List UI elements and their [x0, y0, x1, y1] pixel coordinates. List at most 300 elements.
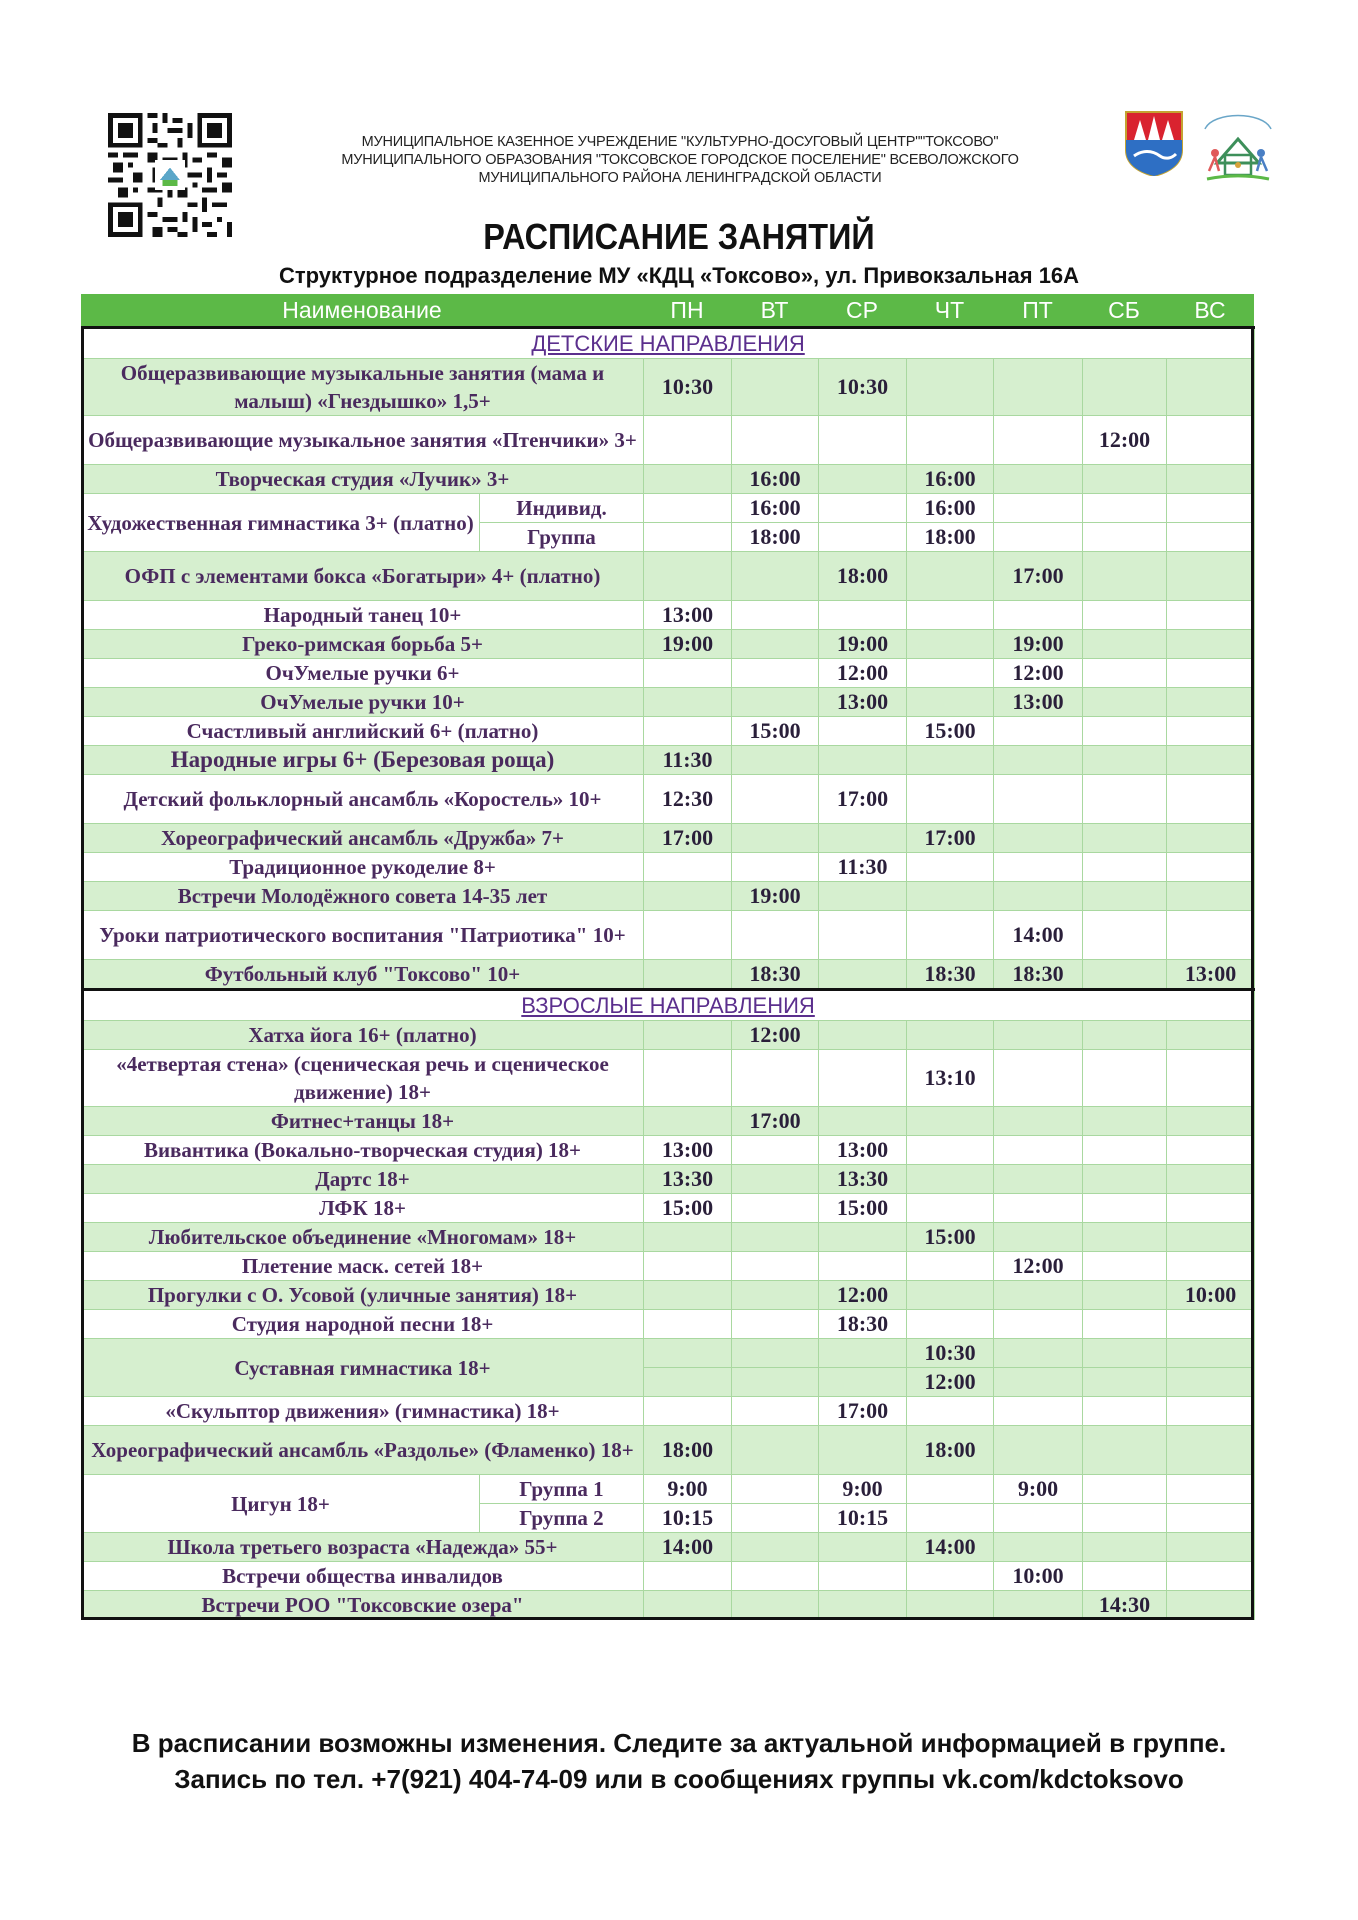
- time-cell: 9:00: [819, 1475, 907, 1504]
- time-cell: [1167, 1165, 1255, 1194]
- column-header-name: Наименование: [282, 297, 442, 323]
- time-cell: [644, 911, 732, 960]
- table-row: [82, 552, 1255, 601]
- time-cell: [644, 688, 732, 717]
- group-label: Группа 1: [480, 1475, 644, 1504]
- time-cell: [1167, 1475, 1255, 1504]
- activity-name: «Скульптор движения» (гимнастика) 18+: [82, 1397, 644, 1426]
- time-cell: [994, 1165, 1083, 1194]
- activity-name: Фитнес+танцы 18+: [82, 1107, 644, 1136]
- time-cell: [1083, 1223, 1167, 1252]
- activity-name: ОчУмелые ручки 6+: [82, 659, 644, 688]
- time-cell: [907, 1136, 994, 1165]
- time-cell: [819, 1223, 907, 1252]
- time-cell: [994, 882, 1083, 911]
- table-row: [82, 465, 1255, 494]
- time-cell: [1083, 1504, 1167, 1533]
- activity-name: Художественная гимнастика 3+ (платно): [82, 494, 480, 552]
- activity-name: Студия народной песни 18+: [82, 1310, 644, 1339]
- table-row: [82, 746, 1255, 775]
- time-cell: [907, 882, 994, 911]
- table-row: [82, 1339, 1255, 1368]
- table-row: [82, 630, 1255, 659]
- time-cell: [907, 746, 994, 775]
- time-cell: [907, 1281, 994, 1310]
- table-row: [82, 494, 1255, 523]
- time-cell: [819, 824, 907, 853]
- activity-name: Школа третьего возраста «Надежда» 55+: [82, 1533, 644, 1562]
- time-cell: [644, 1223, 732, 1252]
- time-cell: 17:00: [644, 824, 732, 853]
- time-cell: [1167, 1397, 1255, 1426]
- time-cell: [644, 882, 732, 911]
- time-cell: [732, 1223, 819, 1252]
- time-cell: 18:30: [732, 960, 819, 990]
- time-cell: [1083, 688, 1167, 717]
- time-cell: [1167, 1591, 1255, 1620]
- table-row: [82, 824, 1255, 853]
- kdc-toksovo-logo: [1197, 107, 1279, 185]
- time-cell: [1083, 1397, 1167, 1426]
- time-cell: [819, 960, 907, 990]
- column-header-day: ПТ: [1022, 297, 1053, 323]
- org-line: МУНИЦИПАЛЬНОГО РАЙОНА ЛЕНИНГРАДСКОЙ ОБЛАСТИ: [478, 170, 882, 186]
- activity-name: Вивантика (Вокально-творческая студия) 18+: [82, 1136, 644, 1165]
- time-cell: [1167, 1252, 1255, 1281]
- time-cell: [1083, 630, 1167, 659]
- time-cell: 9:00: [994, 1475, 1083, 1504]
- time-cell: 19:00: [819, 630, 907, 659]
- time-cell: [1083, 1021, 1167, 1050]
- time-cell: 19:00: [994, 630, 1083, 659]
- time-cell: 17:00: [819, 1397, 907, 1426]
- time-cell: 13:00: [994, 688, 1083, 717]
- time-cell: [907, 775, 994, 824]
- time-cell: 10:00: [1167, 1281, 1255, 1310]
- time-cell: [1083, 1533, 1167, 1562]
- time-cell: [732, 1252, 819, 1281]
- time-cell: [732, 1050, 819, 1107]
- time-cell: [1167, 416, 1255, 465]
- time-cell: [644, 1339, 732, 1368]
- footer-notice: В расписании возможны изменения. Следите за актуальной информацией в группе.: [131, 1728, 1227, 1758]
- time-cell: 18:00: [644, 1426, 732, 1475]
- group-label: Группа: [480, 523, 644, 552]
- activity-name: Встречи общества инвалидов: [82, 1562, 644, 1591]
- time-cell: [819, 1021, 907, 1050]
- time-cell: 14:00: [644, 1533, 732, 1562]
- time-cell: [819, 1533, 907, 1562]
- time-cell: [994, 1223, 1083, 1252]
- time-cell: 13:00: [644, 601, 732, 630]
- time-cell: [1167, 853, 1255, 882]
- time-cell: [1167, 882, 1255, 911]
- activity-name: Общеразвивающие музыкальное занятия «Птенчики» 3+: [82, 416, 644, 465]
- time-cell: [819, 911, 907, 960]
- table-row: [82, 911, 1255, 960]
- time-cell: 10:30: [819, 359, 907, 416]
- table-row: [82, 416, 1255, 465]
- time-cell: [907, 552, 994, 601]
- activity-name: Суставная гимнастика 18+: [82, 1339, 644, 1397]
- time-cell: 17:00: [907, 824, 994, 853]
- time-cell: [994, 1533, 1083, 1562]
- time-cell: [1167, 1310, 1255, 1339]
- time-cell: [732, 1475, 819, 1504]
- time-cell: [907, 659, 994, 688]
- time-cell: [907, 601, 994, 630]
- time-cell: [1167, 1021, 1255, 1050]
- time-cell: [732, 659, 819, 688]
- time-cell: [644, 1562, 732, 1591]
- time-cell: [1167, 1136, 1255, 1165]
- time-cell: [1167, 523, 1255, 552]
- time-cell: [732, 1397, 819, 1426]
- time-cell: [1083, 1050, 1167, 1107]
- time-cell: [819, 1252, 907, 1281]
- activity-name: Уроки патриотического воспитания "Патриотика" 10+: [82, 911, 644, 960]
- time-cell: [644, 416, 732, 465]
- time-cell: [1083, 465, 1167, 494]
- time-cell: [1167, 717, 1255, 746]
- time-cell: [1167, 465, 1255, 494]
- table-row: [82, 1136, 1255, 1165]
- time-cell: [1083, 775, 1167, 824]
- activity-name: Дартс 18+: [82, 1165, 644, 1194]
- time-cell: [1083, 494, 1167, 523]
- time-cell: [819, 1107, 907, 1136]
- section-title: ДЕТСКИЕ НАПРАВЛЕНИЯ: [82, 328, 1255, 359]
- time-cell: 11:30: [644, 746, 732, 775]
- time-cell: [644, 552, 732, 601]
- time-cell: [732, 552, 819, 601]
- time-cell: [994, 359, 1083, 416]
- table-row: [82, 1165, 1255, 1194]
- table-row: [82, 1223, 1255, 1252]
- time-cell: [644, 494, 732, 523]
- time-cell: [644, 1281, 732, 1310]
- time-cell: [1167, 688, 1255, 717]
- time-cell: [1083, 359, 1167, 416]
- table-row: [82, 1194, 1255, 1223]
- time-cell: [1083, 882, 1167, 911]
- time-cell: 12:00: [907, 1368, 994, 1397]
- time-cell: [1167, 630, 1255, 659]
- time-cell: [644, 1021, 732, 1050]
- time-cell: [644, 1591, 732, 1620]
- time-cell: [732, 1504, 819, 1533]
- activity-name: ОФП с элементами бокса «Богатыри» 4+ (платно): [82, 552, 644, 601]
- footer-contact: Запись по тел. +7(921) 404-74-09 или в сообщениях группы vk.com/kdctoksovo: [174, 1764, 1184, 1794]
- time-cell: [819, 717, 907, 746]
- time-cell: [1167, 1368, 1255, 1397]
- time-cell: 16:00: [732, 494, 819, 523]
- time-cell: 17:00: [819, 775, 907, 824]
- time-cell: [994, 494, 1083, 523]
- time-cell: [819, 1050, 907, 1107]
- time-cell: [994, 775, 1083, 824]
- time-cell: [994, 416, 1083, 465]
- time-cell: [1167, 659, 1255, 688]
- time-cell: 15:00: [907, 717, 994, 746]
- time-cell: [994, 717, 1083, 746]
- time-cell: [994, 1339, 1083, 1368]
- activity-name: Хореографический ансамбль «Раздолье» (Фламенко) 18+: [82, 1426, 644, 1475]
- time-cell: [1083, 601, 1167, 630]
- time-cell: [994, 1136, 1083, 1165]
- table-row: [82, 1107, 1255, 1136]
- time-cell: 12:00: [819, 1281, 907, 1310]
- time-cell: 12:00: [732, 1021, 819, 1050]
- time-cell: [1083, 1339, 1167, 1368]
- time-cell: [1167, 1107, 1255, 1136]
- activity-name: Детский фольклорный ансамбль «Коростель» 10+: [82, 775, 644, 824]
- activity-name: Прогулки с О. Усовой (уличные занятия) 18+: [82, 1281, 644, 1310]
- time-cell: [732, 1194, 819, 1223]
- time-cell: [1083, 1165, 1167, 1194]
- time-cell: [994, 1591, 1083, 1620]
- activity-name: «4етвертая стена» (сценическая речь и сценическое движение) 18+: [82, 1050, 644, 1107]
- time-cell: [994, 1426, 1083, 1475]
- time-cell: 12:00: [1083, 416, 1167, 465]
- time-cell: [1083, 552, 1167, 601]
- time-cell: [907, 1504, 994, 1533]
- time-cell: 12:30: [644, 775, 732, 824]
- time-cell: [907, 1252, 994, 1281]
- time-cell: [644, 1050, 732, 1107]
- time-cell: [994, 1310, 1083, 1339]
- time-cell: [644, 465, 732, 494]
- time-cell: [1167, 1339, 1255, 1368]
- time-cell: [732, 1136, 819, 1165]
- time-cell: 15:00: [907, 1223, 994, 1252]
- time-cell: 10:15: [644, 1504, 732, 1533]
- activity-name: Встречи РОО "Токсовские озера": [82, 1591, 644, 1620]
- time-cell: [732, 1533, 819, 1562]
- time-cell: [732, 1426, 819, 1475]
- table-row: [82, 1562, 1255, 1591]
- time-cell: [732, 1339, 819, 1368]
- time-cell: 18:30: [907, 960, 994, 990]
- time-cell: [907, 1107, 994, 1136]
- time-cell: [994, 601, 1083, 630]
- activity-name: Любительское объединение «Многомам» 18+: [82, 1223, 644, 1252]
- time-cell: 14:00: [907, 1533, 994, 1562]
- table-row: [82, 1591, 1255, 1620]
- column-header-day: ЧТ: [934, 297, 965, 323]
- organization-header: [280, 133, 1080, 187]
- time-cell: 12:00: [819, 659, 907, 688]
- time-cell: [732, 359, 819, 416]
- time-cell: [819, 416, 907, 465]
- time-cell: [1083, 523, 1167, 552]
- time-cell: [819, 882, 907, 911]
- time-cell: [1083, 1107, 1167, 1136]
- time-cell: [1083, 659, 1167, 688]
- time-cell: [732, 853, 819, 882]
- time-cell: [644, 523, 732, 552]
- time-cell: [819, 494, 907, 523]
- time-cell: [907, 1562, 994, 1591]
- time-cell: [819, 1339, 907, 1368]
- time-cell: 17:00: [994, 552, 1083, 601]
- time-cell: [994, 1194, 1083, 1223]
- time-cell: [819, 523, 907, 552]
- time-cell: [732, 1368, 819, 1397]
- time-cell: [994, 1504, 1083, 1533]
- time-cell: [644, 960, 732, 990]
- time-cell: [994, 1397, 1083, 1426]
- page-subtitle: Структурное подразделение МУ «КДЦ «Токсово», ул. Привокзальная 16А: [278, 263, 1080, 288]
- group-label: Группа 2: [480, 1504, 644, 1533]
- time-cell: [644, 853, 732, 882]
- time-cell: [907, 630, 994, 659]
- time-cell: 19:00: [644, 630, 732, 659]
- time-cell: [907, 1310, 994, 1339]
- time-cell: [1083, 1194, 1167, 1223]
- table-row: [82, 1533, 1255, 1562]
- time-cell: [732, 1562, 819, 1591]
- activity-name: Народные игры 6+ (Березовая роща): [82, 746, 644, 775]
- time-cell: 10:30: [907, 1339, 994, 1368]
- time-cell: [1167, 601, 1255, 630]
- table-row: [82, 1397, 1255, 1426]
- time-cell: [907, 911, 994, 960]
- section-header: [82, 328, 1255, 359]
- time-cell: 18:00: [819, 552, 907, 601]
- table-row: [82, 1050, 1255, 1107]
- page-title: РАСПИСАНИЕ ЗАНЯТИЙ: [483, 216, 875, 257]
- time-cell: 13:00: [819, 1136, 907, 1165]
- time-cell: 15:00: [819, 1194, 907, 1223]
- time-cell: 9:00: [644, 1475, 732, 1504]
- time-cell: 16:00: [907, 465, 994, 494]
- time-cell: [1083, 1252, 1167, 1281]
- time-cell: [819, 1368, 907, 1397]
- time-cell: [819, 601, 907, 630]
- column-header-day: СР: [846, 297, 878, 323]
- time-cell: 19:00: [732, 882, 819, 911]
- time-cell: [1083, 1310, 1167, 1339]
- time-cell: [1083, 1368, 1167, 1397]
- table-row: [82, 1426, 1255, 1475]
- time-cell: [907, 1021, 994, 1050]
- time-cell: [1167, 1562, 1255, 1591]
- time-cell: [644, 1107, 732, 1136]
- time-cell: [819, 746, 907, 775]
- org-line: МУНИЦИПАЛЬНОЕ КАЗЕННОЕ УЧРЕЖДЕНИЕ "КУЛЬТУРНО-ДОСУГОВЫЙ ЦЕНТР""ТОКСОВО": [361, 134, 999, 150]
- section-header: [82, 990, 1255, 1021]
- time-cell: [1167, 824, 1255, 853]
- time-cell: [1083, 746, 1167, 775]
- time-cell: [907, 359, 994, 416]
- time-cell: [819, 1562, 907, 1591]
- time-cell: [1167, 1194, 1255, 1223]
- time-cell: [732, 1591, 819, 1620]
- table-row: [82, 717, 1255, 746]
- time-cell: [1167, 746, 1255, 775]
- activity-name: Встречи Молодёжного совета 14-35 лет: [82, 882, 644, 911]
- time-cell: [732, 416, 819, 465]
- column-header-day: ВТ: [760, 297, 789, 323]
- time-cell: 13:30: [644, 1165, 732, 1194]
- time-cell: [732, 911, 819, 960]
- time-cell: [1167, 552, 1255, 601]
- time-cell: [644, 717, 732, 746]
- time-cell: [732, 630, 819, 659]
- activity-name: ЛФК 18+: [82, 1194, 644, 1223]
- time-cell: [994, 746, 1083, 775]
- time-cell: [907, 688, 994, 717]
- time-cell: [1167, 1426, 1255, 1475]
- table-row: [82, 1252, 1255, 1281]
- time-cell: 13:00: [1167, 960, 1255, 990]
- time-cell: 14:30: [1083, 1591, 1167, 1620]
- table-row: [82, 1475, 1255, 1504]
- time-cell: [819, 1591, 907, 1620]
- activity-name: Хореографический ансамбль «Дружба» 7+: [82, 824, 644, 853]
- time-cell: [732, 746, 819, 775]
- column-header-day: СБ: [1108, 297, 1140, 323]
- time-cell: 12:00: [994, 1252, 1083, 1281]
- time-cell: [644, 1252, 732, 1281]
- time-cell: [732, 1310, 819, 1339]
- time-cell: 10:00: [994, 1562, 1083, 1591]
- table-row: [82, 688, 1255, 717]
- activity-name: Народный танец 10+: [82, 601, 644, 630]
- time-cell: [1167, 911, 1255, 960]
- time-cell: [732, 824, 819, 853]
- activity-name: Счастливый английский 6+ (платно): [82, 717, 644, 746]
- time-cell: [907, 853, 994, 882]
- group-label: Индивид.: [480, 494, 644, 523]
- table-row: [82, 1021, 1255, 1050]
- column-header-day: ПН: [670, 297, 704, 323]
- time-cell: 13:00: [644, 1136, 732, 1165]
- time-cell: [1083, 1562, 1167, 1591]
- time-cell: 13:30: [819, 1165, 907, 1194]
- org-line: МУНИЦИПАЛЬНОГО ОБРАЗОВАНИЯ "ТОКСОВСКОЕ ГОРОДСКОЕ ПОСЕЛЕНИЕ" ВСЕВОЛОЖСКОГО: [341, 152, 1019, 168]
- time-cell: [994, 1107, 1083, 1136]
- table-row: [82, 359, 1255, 416]
- time-cell: [819, 465, 907, 494]
- time-cell: [1167, 1533, 1255, 1562]
- time-cell: 15:00: [644, 1194, 732, 1223]
- table-row: [82, 1310, 1255, 1339]
- time-cell: [732, 688, 819, 717]
- time-cell: [1083, 1426, 1167, 1475]
- time-cell: [994, 824, 1083, 853]
- time-cell: 14:00: [994, 911, 1083, 960]
- time-cell: 16:00: [907, 494, 994, 523]
- time-cell: [1167, 1223, 1255, 1252]
- table-row: [82, 853, 1255, 882]
- time-cell: 18:00: [907, 523, 994, 552]
- time-cell: 17:00: [732, 1107, 819, 1136]
- time-cell: 13:00: [819, 688, 907, 717]
- time-cell: [1167, 494, 1255, 523]
- time-cell: [907, 1591, 994, 1620]
- time-cell: [644, 1368, 732, 1397]
- activity-name: Общеразвивающие музыкальные занятия (мама и малыш) «Гнездышко» 1,5+: [82, 359, 644, 416]
- time-cell: 11:30: [819, 853, 907, 882]
- time-cell: 18:30: [994, 960, 1083, 990]
- time-cell: [1083, 1281, 1167, 1310]
- time-cell: [644, 1397, 732, 1426]
- schedule-header: [81, 294, 1254, 326]
- time-cell: 18:30: [819, 1310, 907, 1339]
- activity-name: Хатха йога 16+ (платно): [82, 1021, 644, 1050]
